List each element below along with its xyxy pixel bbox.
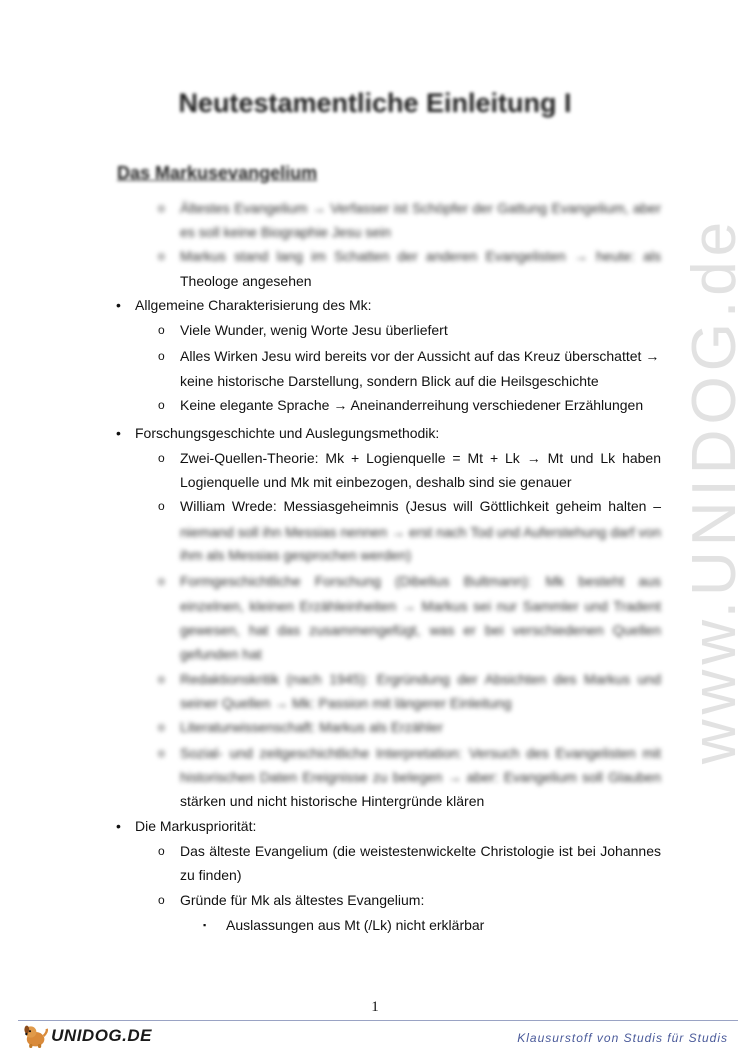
list-item: Viele Wunder, wenig Worte Jesu überliefert [180, 322, 448, 338]
bullet-icon: • [116, 297, 121, 313]
intro-line: Theologe angesehen [180, 273, 312, 289]
list-item: Gründe für Mk als ältestes Evangelium: [180, 892, 425, 908]
sub-list-item: Auslassungen aus Mt (/Lk) nicht erklärbar [226, 917, 485, 933]
list-item-continuation: zu finden) [180, 867, 242, 883]
section-heading: Das Markusevangelium [117, 163, 318, 183]
page-number: 1 [371, 999, 379, 1015]
watermark-text: www.UNIDOG.de [680, 216, 750, 764]
list-item: Das älteste Evangelium (die weistestenwickelte Christologie ist bei Johannes [180, 843, 661, 859]
list-item-continuation: stärken und nicht historische Hintergründe klären [180, 793, 485, 809]
watermark [650, 216, 750, 764]
list-item: Formgeschichtliche Forschung (Dibelius Bultmann): Mk besteht aus [180, 573, 661, 589]
list-item-continuation: seiner Quellen → Mk: Passion mit längerer Einleitung [180, 695, 512, 711]
list-item: William Wrede: Messiasgeheimnis (Jesus will Göttlichkeit geheim halten – [180, 498, 661, 514]
list-item-continuation: ihm als Messias gesprochen werden) [180, 547, 412, 563]
circle-bullet-icon: o [158, 201, 165, 215]
circle-bullet-icon: o [158, 499, 165, 513]
dog-logo-icon [22, 1019, 49, 1053]
list-item: Keine elegante Sprache → Aneinanderreihung verschiedener Erzählungen [180, 397, 644, 413]
list-item: Literaturwissenschaft: Markus als Erzähler [180, 719, 443, 735]
list-item: Alles Wirken Jesu wird bereits vor der Aussicht auf das Kreuz überschattet → [180, 348, 660, 364]
circle-bullet-icon: o [158, 451, 165, 465]
circle-bullet-icon: o [158, 249, 165, 263]
list-item-continuation: niemand soll ihn Messias nennen → erst nach Tod und Auferstehung darf von [180, 524, 661, 540]
logo-text: UNIDOG.DE [51, 1026, 152, 1045]
circle-bullet-icon: o [158, 398, 165, 412]
square-bullet-icon: ▪ [203, 920, 207, 930]
intro-line: Ältestes Evangelium → Verfasser ist Schöpfer der Gattung Evangelium, aber [180, 200, 661, 216]
footer-logo [22, 1016, 152, 1056]
footer-tagline: Klausurstoff von Studis für Studis [517, 1031, 728, 1045]
circle-bullet-icon: o [158, 844, 165, 858]
list-item: Zwei-Quellen-Theorie: Mk + Logienquelle = Mt + Lk → Mt und Lk haben [180, 450, 661, 466]
intro-line: Markus stand lang im Schatten der anderen Evangelisten → heute: als [180, 248, 661, 264]
list-item: Redaktionskritik (nach 1945): Ergründung der Absichten des Markus und [180, 671, 661, 687]
list-item-continuation: gefunden hat [180, 646, 262, 662]
list-item-label: Die Markuspriorität: [135, 818, 257, 834]
document-title: Neutestamentliche Einleitung I [178, 88, 572, 118]
list-item-continuation: historischen Daten Ereignisse zu belegen → aber: Evangelium soll Glauben [180, 769, 661, 785]
list-item: Sozial- und zeitgeschichtliche Interpretation: Versuch des Evangelisten mit [180, 745, 661, 761]
circle-bullet-icon: o [158, 893, 165, 907]
circle-bullet-icon: o [158, 720, 165, 734]
list-item-continuation: einzelnen, kleinen Erzähleinheiten → Markus sei nur Sammler und Tradent [180, 598, 661, 614]
bullet-icon: • [116, 425, 121, 441]
list-item-label: Forschungsgeschichte und Auslegungsmethodik: [135, 425, 440, 441]
circle-bullet-icon: o [158, 323, 165, 337]
bullet-icon: • [116, 818, 121, 834]
list-item-label: Allgemeine Charakterisierung des Mk: [135, 297, 372, 313]
list-item-continuation: Logienquelle und Mk mit einbezogen, deshalb sind sie genauer [180, 474, 572, 490]
circle-bullet-icon: o [158, 672, 165, 686]
circle-bullet-icon: o [158, 746, 165, 760]
circle-bullet-icon: o [158, 349, 165, 363]
list-item-continuation: keine historische Darstellung, sondern Blick auf die Heilsgeschichte [180, 373, 599, 389]
circle-bullet-icon: o [158, 574, 165, 588]
intro-line: es soll keine Biographie Jesu sein [180, 224, 391, 240]
list-item-continuation: gewesen, hat das zusammengefügt, was er bei verschiedenen Quellen [180, 622, 661, 638]
